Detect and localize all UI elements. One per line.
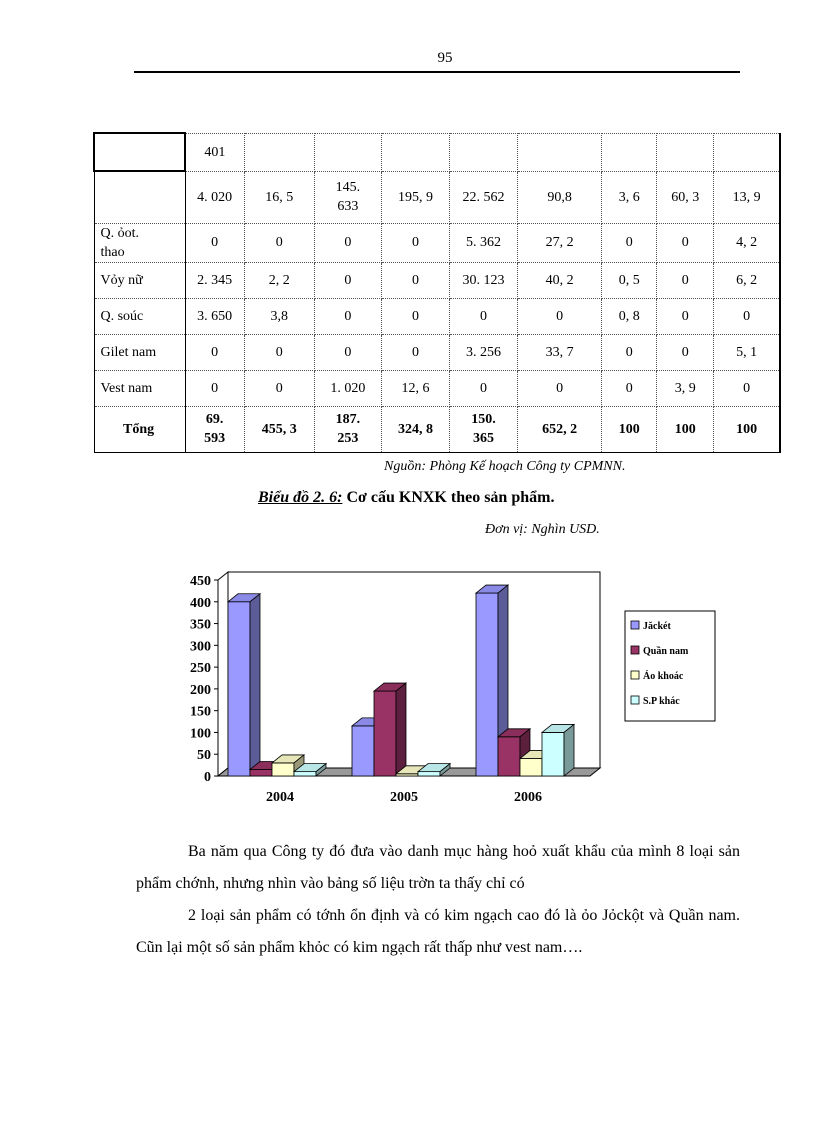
table-cell: 150. 365 xyxy=(449,406,517,452)
bar xyxy=(250,769,272,776)
legend-swatch xyxy=(631,671,639,679)
table-cell: 0 xyxy=(657,262,714,298)
table-cell: 90,8 xyxy=(518,171,602,223)
row-label xyxy=(94,133,185,171)
table-cell: 0 xyxy=(244,370,314,406)
bar xyxy=(418,772,440,776)
y-tick-label: 100 xyxy=(190,726,211,742)
table-cell: 22. 562 xyxy=(449,171,517,223)
bar-side xyxy=(396,683,406,776)
bar xyxy=(520,759,542,776)
table-row xyxy=(94,370,780,406)
table-cell: 100 xyxy=(602,406,657,452)
table-cell: 2, 2 xyxy=(244,262,314,298)
table-cell: 652, 2 xyxy=(518,406,602,452)
table-cell: 5, 1 xyxy=(714,334,780,370)
legend-label: S.P khác xyxy=(643,696,680,707)
table-cell: 3, 6 xyxy=(602,171,657,223)
y-tick-label: 0 xyxy=(204,770,211,785)
bar xyxy=(272,763,294,776)
legend-swatch xyxy=(631,646,639,654)
figure-title-rest: Cơ cấu KNXK theo sản phẩm. xyxy=(342,489,555,506)
table-cell: 2. 345 xyxy=(185,262,244,298)
table-row xyxy=(94,262,780,298)
table-cell: 0 xyxy=(381,223,449,262)
table-cell: 69. 593 xyxy=(185,406,244,452)
table-cell: 4. 020 xyxy=(185,171,244,223)
table-cell: 0 xyxy=(449,370,517,406)
table-cell xyxy=(449,133,517,171)
header-rule xyxy=(134,71,740,73)
table-cell: 33, 7 xyxy=(518,334,602,370)
table-cell: 3, 9 xyxy=(657,370,714,406)
table-cell: 0 xyxy=(657,298,714,334)
table-cell xyxy=(657,133,714,171)
table-cell xyxy=(381,133,449,171)
table-cell: 0 xyxy=(714,370,780,406)
row-label: Vỏy nữ xyxy=(94,262,185,298)
table-cell: 3. 256 xyxy=(449,334,517,370)
table-cell: 0 xyxy=(518,298,602,334)
table-cell: 0 xyxy=(381,298,449,334)
table-cell: 0, 8 xyxy=(602,298,657,334)
figure-title xyxy=(258,489,554,507)
table-cell: 5. 362 xyxy=(449,223,517,262)
table-cell: 187. 253 xyxy=(314,406,381,452)
row-label xyxy=(94,171,185,223)
paragraph-2: 2 loại sản phẩm có tớnh ổn định và có kim ngạch cao đó là ỏo Jỏckột và Quần nam. Cũn lại một số sản phẩm khỏc có kim ngạch rất thấp như vest nam…. xyxy=(136,907,740,956)
table-cell: 0 xyxy=(381,262,449,298)
product-table xyxy=(93,132,781,453)
y-tick-label: 300 xyxy=(190,639,211,655)
paragraph-1: Ba năm qua Công ty đó đưa vào danh mục hàng hoỏ xuất khẩu của mình 8 loại sản phẩm chớnh, nhưng nhìn vào bảng số liệu trờn ta thấy chỉ có xyxy=(136,843,740,892)
table-cell: 0 xyxy=(381,334,449,370)
legend-swatch xyxy=(631,621,639,629)
y-tick-label: 350 xyxy=(190,617,211,633)
bar-chart xyxy=(168,566,728,806)
bar xyxy=(476,593,498,776)
table-cell: 0 xyxy=(602,334,657,370)
source-note: Nguồn: Phòng Kế hoạch Công ty CPMNN. xyxy=(384,459,626,474)
legend-swatch xyxy=(631,696,639,704)
row-label: Vest nam xyxy=(94,370,185,406)
legend-label: Quần nam xyxy=(643,646,689,657)
table-cell: 60, 3 xyxy=(657,171,714,223)
table-cell: 3. 650 xyxy=(185,298,244,334)
table-row xyxy=(94,171,780,223)
row-label: Gilet nam xyxy=(94,334,185,370)
chart-side-wall xyxy=(218,572,228,776)
table-cell xyxy=(602,133,657,171)
x-tick-label: 2006 xyxy=(514,790,542,805)
table-cell xyxy=(244,133,314,171)
table-cell: 30. 123 xyxy=(449,262,517,298)
y-tick-label: 250 xyxy=(190,661,211,677)
row-label: Q. soúc xyxy=(94,298,185,334)
table-cell: 100 xyxy=(657,406,714,452)
bar xyxy=(374,691,396,776)
table-row xyxy=(94,298,780,334)
figure-title-lead: Biểu đồ 2. 6: xyxy=(258,489,343,506)
bar xyxy=(542,732,564,776)
table-cell: 0 xyxy=(244,223,314,262)
table-cell: 0 xyxy=(314,262,381,298)
table-cell: 455, 3 xyxy=(244,406,314,452)
table-row xyxy=(94,406,780,452)
table-cell: 0 xyxy=(602,370,657,406)
table-cell: 0 xyxy=(244,334,314,370)
y-tick-label: 450 xyxy=(190,574,211,589)
table-cell: 16, 5 xyxy=(244,171,314,223)
y-tick-label: 50 xyxy=(197,748,211,764)
row-label: Q. ỏot. thao xyxy=(94,223,185,262)
bar-side xyxy=(564,724,574,776)
table-cell: 3,8 xyxy=(244,298,314,334)
table-cell: 4, 2 xyxy=(714,223,780,262)
table-cell: 13, 9 xyxy=(714,171,780,223)
bar xyxy=(228,602,250,776)
table-cell: 145. 633 xyxy=(314,171,381,223)
table-cell: 0 xyxy=(714,298,780,334)
table-row xyxy=(94,223,780,262)
y-tick-label: 400 xyxy=(190,595,211,611)
legend-label: Jăckét xyxy=(643,621,671,632)
table-cell: 0 xyxy=(657,223,714,262)
y-tick-label: 200 xyxy=(190,682,211,698)
table-cell: 0 xyxy=(185,334,244,370)
table-cell: 195, 9 xyxy=(381,171,449,223)
table-cell: 0 xyxy=(314,334,381,370)
table-cell: 6, 2 xyxy=(714,262,780,298)
table-cell: 100 xyxy=(714,406,780,452)
y-tick-label: 150 xyxy=(190,704,211,720)
table-cell: 0 xyxy=(314,298,381,334)
table-cell: 0 xyxy=(518,370,602,406)
table-cell: 27, 2 xyxy=(518,223,602,262)
bar-side xyxy=(250,594,260,776)
table-cell: 0, 5 xyxy=(602,262,657,298)
table-row xyxy=(94,133,780,171)
table-cell: 0 xyxy=(185,370,244,406)
legend-label: Áo khoác xyxy=(643,671,684,682)
x-tick-label: 2005 xyxy=(390,790,418,805)
table-cell: 0 xyxy=(185,223,244,262)
figure-unit: Đơn vị: Nghìn USD. xyxy=(485,522,600,537)
x-tick-label: 2004 xyxy=(266,790,294,805)
table-cell: 40, 2 xyxy=(518,262,602,298)
table-cell: 401 xyxy=(185,133,244,171)
table-cell: 0 xyxy=(657,334,714,370)
page-number: 95 xyxy=(437,50,453,66)
bar xyxy=(498,737,520,776)
table-cell: 324, 8 xyxy=(381,406,449,452)
table-cell xyxy=(314,133,381,171)
table-cell: 12, 6 xyxy=(381,370,449,406)
table-cell: 0 xyxy=(314,223,381,262)
table-cell: 1. 020 xyxy=(314,370,381,406)
table-row xyxy=(94,334,780,370)
table-cell xyxy=(518,133,602,171)
row-label: Tổng xyxy=(94,406,185,452)
table-cell: 0 xyxy=(602,223,657,262)
bar xyxy=(352,726,374,776)
table-cell xyxy=(714,133,780,171)
bar xyxy=(294,772,316,776)
table-cell: 0 xyxy=(449,298,517,334)
